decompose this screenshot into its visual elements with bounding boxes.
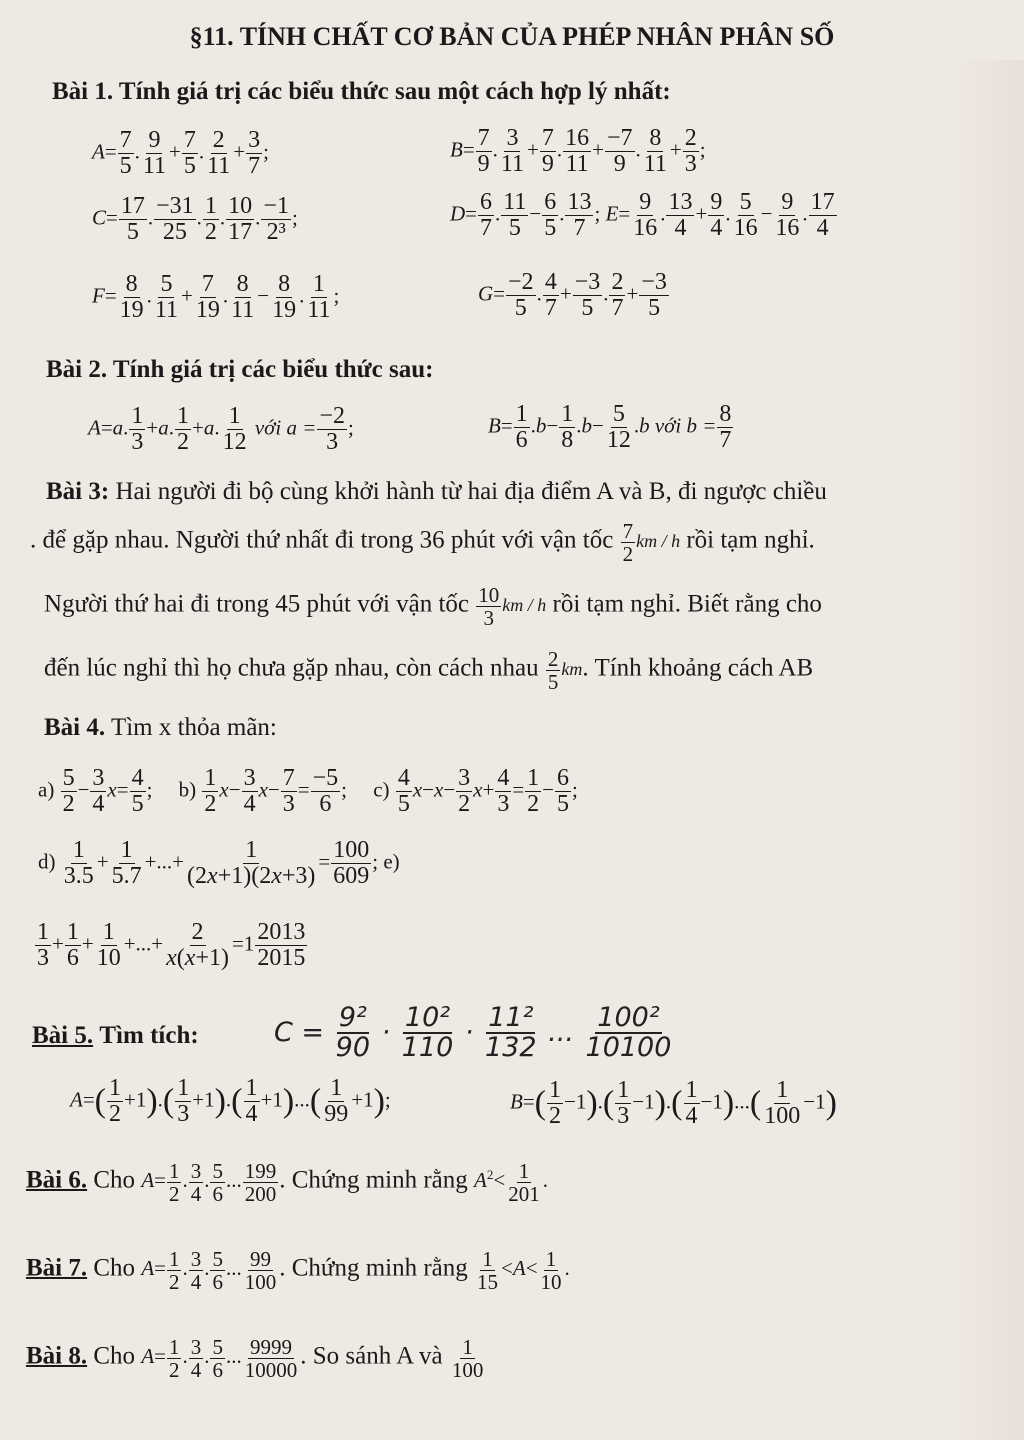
bai2-expr-B: B= $\frac{1}{6}$ .b− $\frac{1}{8}$ .b− $\frac{5}{12}$ .b với b = $\frac{8}{7}$ [488,401,732,454]
handwritten-note: C = $\frac{\text{9²}}{90}$ · $\frac{\text{10²}}{110}$ · $\frac{\text{11²}}{132}$ ... $\frac{\text{100²}}{10100}$ [274,1002,672,1064]
bai1-heading: Bài 1. Tính giá trị các biểu thức sau một cách hợp lý nhất: [52,78,671,105]
bai6-cho: Cho [93,1166,136,1194]
bai1-expr-G: G= $\frac{-2}{5}$ . $\frac{4}{7}$ + $\frac{-3}{5}$ . $\frac{2}{7}$ + $\frac{-3}{5}$ [478,269,667,322]
bai3-line2: . để gặp nhau. Người thứ nhất đi trong 36 phút với vận tốc $\frac{7}{2}$ km / h rồi tạm nghỉ. [30,519,815,567]
bai7-label: Bài 7. [26,1254,88,1282]
bleed-through-edge [954,60,1024,1440]
bai3-text2a: . để gặp nhau. Người thứ nhất đi trong 36 phút với vận tốc [30,526,614,554]
bai4-text: Tìm x thỏa mãn: [110,714,277,741]
bai7-prove: . Chứng minh rằng [279,1254,468,1282]
bai6-label: Bài 6. [26,1166,88,1194]
bai4-row2: d) $\frac{1}{3.5}$ + $\frac{1}{5.7}$ +...+ $\frac{1}{(2x+1)(2x+3)}$ = $\frac{100}{609}$ ; e) [38,837,400,890]
bai5-label: Bài 5. [32,1022,94,1049]
bai3-text4a: đến lúc nghỉ thì họ chưa gặp nhau, còn cách nhau [44,654,539,682]
bai5-expr-B: B=( $\frac{1}{2}$ −1).( $\frac{1}{3}$ −1).( $\frac{1}{4}$ −1)...( $\frac{1}{100}$ −1) [510,1077,837,1130]
with-b-text: với b = [654,413,717,438]
page-title: §11. TÍNH CHẤT CƠ BẢN CỦA PHÉP NHÂN PHÂN SỐ [189,22,835,51]
bai3-line1 [46,478,827,506]
with-a-text: với a = [254,415,317,440]
bai5-expr-A: A=( $\frac{1}{2}$ +1).( $\frac{1}{3}$ +1).( $\frac{1}{4}$ +1)...( $\frac{1}{99}$ +1); [70,1075,391,1128]
var-D: D [450,201,466,226]
unit-speed-1: km / h [636,531,681,552]
bai3-text3a: Người thứ hai đi trong 45 phút với vận tốc [44,590,470,618]
bai8-line: Bài 8. Cho A= $\frac{1}{2}$ . $\frac{3}{4}$ . $\frac{5}{6}$ ... $\frac{9999}{10000}$ . So sánh A và $\frac{1}{100}$ [26,1335,484,1383]
bai1-expr-A: A= $\frac{7}{5}$ . $\frac{9}{11}$ + $\frac{7}{5}$ . $\frac{2}{11}$ + $\frac{3}{7}$ ; [92,127,269,180]
unit-speed-2: km / h [502,595,547,616]
bai8-compare: . So sánh A và [300,1342,443,1370]
bai1-expr-F: F= $\frac{8}{19}$ . $\frac{5}{11}$ + $\frac{7}{19}$ . $\frac{8}{11}$ − $\frac{8}{19}$ . $\frac{1}{11}$ ; [92,271,340,324]
bai3-text4b: . Tính khoảng cách AB [582,654,814,682]
bai3-label: Bài 3: [46,478,110,505]
bai4-row1: a) $\frac{5}{2}$ − $\frac{3}{4}$ x= $\frac{4}{5}$ ; b) $\frac{1}{2}$ x− $\frac{3}{4}$ x− $\frac{7}{3}$ = $\frac{-5}{6}$ ; c) $\frac{4}{5}$ x−x− $\frac{3}{2}$ x+ $\frac{4}{3}$ = $\frac{1}{2}$ − $\frac{6}{5}$ ; [38,765,578,818]
var-C: C [92,205,107,230]
bai5-text: Tìm tích: [99,1022,199,1049]
bai2-heading: Bài 2. Tính giá trị các biểu thức sau: [46,356,434,383]
bai4-heading [44,714,277,742]
var-B: B [450,137,463,162]
bai8-label: Bài 8. [26,1342,88,1370]
bai5-heading [32,1022,199,1050]
bai2-expr-A: A=a. $\frac{1}{3}$ +a. $\frac{1}{2}$ +a. $\frac{1}{12}$ với a = $\frac{-2}{3}$ ; [88,403,354,456]
var-A: A [92,139,105,164]
bai3-text1: Hai người đi bộ cùng khởi hành từ hai địa điểm A và B, đi ngược chiều [115,478,827,505]
bai3-text3b: rồi tạm nghỉ. Biết rằng cho [552,590,822,618]
bai1-expr-DE: D= $\frac{6}{7}$ . $\frac{11}{5}$ − $\frac{6}{5}$ . $\frac{13}{7}$ ; E= $\frac{9}{16}$ . $\frac{13}{4}$ + $\frac{9}{4}$ . $\frac{5}{16}$ − $\frac{9}{16}$ . $\frac{17}{4}$ [450,189,835,242]
bai1-expr-B: B= $\frac{7}{9}$ . $\frac{3}{11}$ + $\frac{7}{9}$ . $\frac{16}{11}$ + $\frac{-7}{9}$ . $\frac{8}{11}$ + $\frac{2}{3}$ ; [450,125,706,178]
bai1-expr-C: C= $\frac{17}{5}$ . $\frac{-31}{25}$ . $\frac{1}{2}$ . $\frac{10}{17}$ . $\frac{-1}{\text{2³}}$ ; [92,193,298,246]
unit-km: km [561,659,583,680]
bai7-line: Bài 7. Cho A= $\frac{1}{2}$ . $\frac{3}{4}$ . $\frac{5}{6}$ ... $\frac{99}{100}$ . Chứng minh rằng $\frac{1}{15}$ <A< $\frac{1}{10}$ . [26,1247,570,1295]
bai6-prove: . Chứng minh rằng [279,1166,468,1194]
bai7-cho: Cho [93,1254,136,1282]
bai8-cho: Cho [93,1342,136,1370]
bai3-line3: Người thứ hai đi trong 45 phút với vận tốc $\frac{10}{3}$ km / h rồi tạm nghỉ. Biết rằng cho [44,583,822,631]
var-E: E [605,201,619,226]
var-G: G [478,281,494,306]
bai3-text2b: rồi tạm nghỉ. [686,526,815,554]
bai6-line: Bài 6. Cho A= $\frac{1}{2}$ . $\frac{3}{4}$ . $\frac{5}{6}$ ... $\frac{199}{200}$ . Chứng minh rằng $A^2<$ $\frac{1}{201}$ . [26,1159,548,1207]
bai4-label: Bài 4. [44,714,106,741]
var-F: F [92,283,105,308]
bai3-line4: đến lúc nghỉ thì họ chưa gặp nhau, còn cách nhau $\frac{2}{5}$ km. Tính khoảng cách AB [44,647,814,695]
bai4-row3: $\frac{1}{3}$ + $\frac{1}{6}$ + $\frac{1}{10}$ +...+ $\frac{2}{x(x+1)}$ =1 $\frac{2013}{2015}$ [37,919,306,972]
